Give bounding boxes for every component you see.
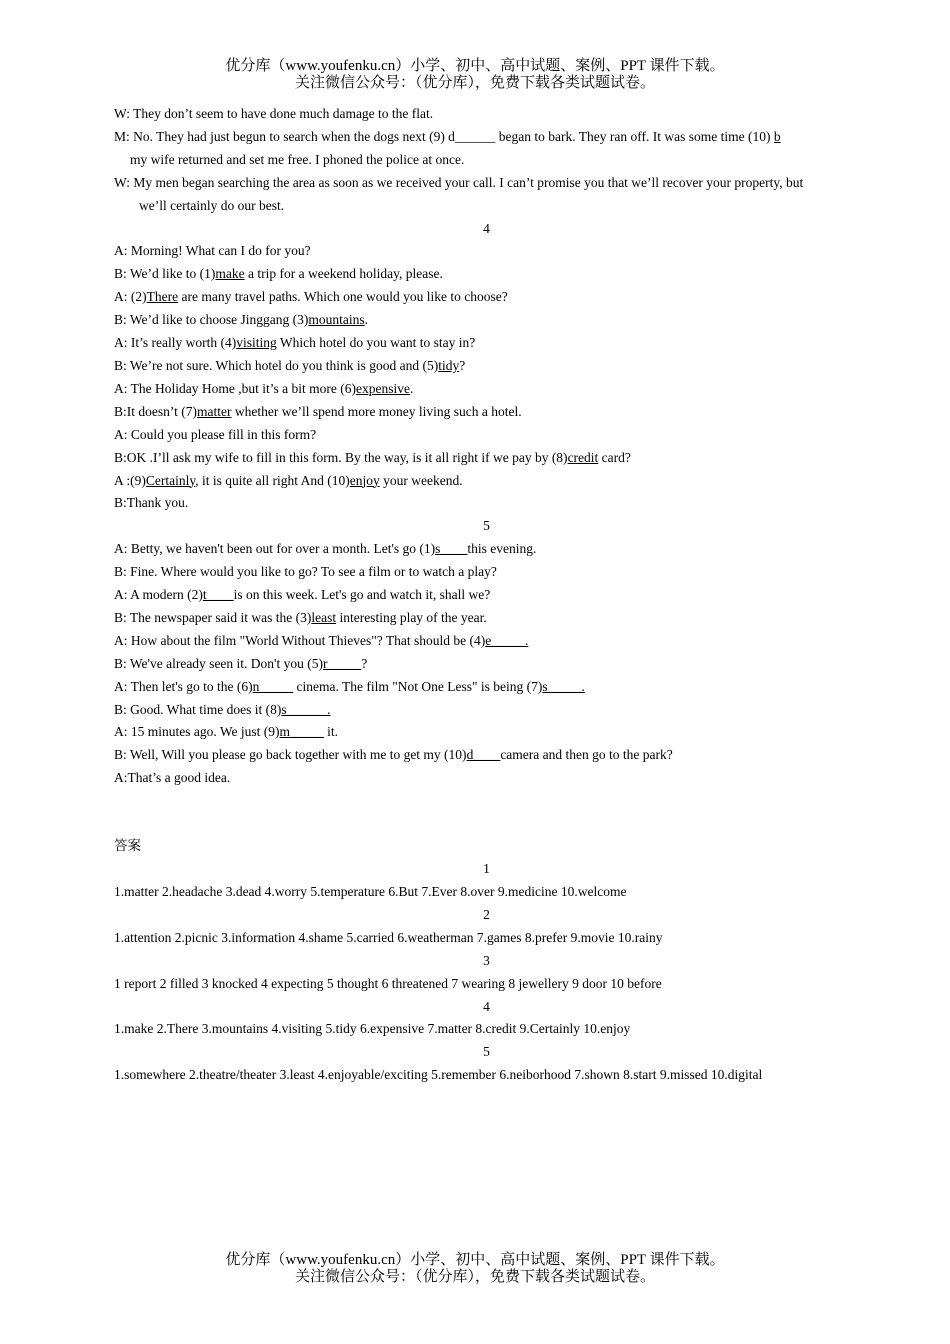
dialogue-text: whether we’ll spend more money living such a hotel. bbox=[231, 403, 522, 419]
answer-key-line: 1.attention 2.picnic 3.information 4.shame 5.carried 6.weatherman 7.games 8.prefer 9.movie 10.rainy bbox=[114, 929, 663, 945]
dialogue-line bbox=[114, 699, 859, 722]
answer-key-line: 1.matter 2.headache 3.dead 4.worry 5.temperature 6.But 7.Ever 8.over 9.medicine 10.welcome bbox=[114, 884, 627, 899]
dialogue-text: are many travel paths. Which one would you like to choose? bbox=[178, 289, 508, 305]
blank-answer: enjoy bbox=[349, 472, 380, 488]
blank-answer: matter bbox=[197, 403, 232, 419]
dialogue-text: B: The newspaper said it was the (3) bbox=[114, 609, 312, 625]
dialogue-line bbox=[114, 424, 859, 447]
blank-answer: s_____. bbox=[542, 678, 585, 694]
blank-answer: e_____. bbox=[485, 632, 529, 648]
dialogue-line bbox=[114, 561, 859, 584]
header-line-1: 优分库（www.youfenku.cn）小学、初中、高中试题、案例、PPT 课件下载。 bbox=[225, 58, 725, 74]
dialogue-text: B:It doesn’t (7) bbox=[114, 403, 197, 419]
answer-key-line: 1.make 2.There 3.mountains 4.visiting 5.tidy 6.expensive 7.matter 8.credit 9.Certainly 10.enjoy bbox=[114, 1021, 631, 1037]
blank-answer: m_____ bbox=[279, 724, 324, 740]
footer-line-1: 优分库（www.youfenku.cn）小学、初中、高中试题、案例、PPT 课件下载。 bbox=[225, 1252, 725, 1268]
dialogue-text: B: We’d like to choose Jinggang (3) bbox=[114, 312, 309, 328]
dialogue-line bbox=[114, 355, 859, 378]
dialogue-line bbox=[114, 676, 859, 699]
dialogue-line bbox=[114, 492, 859, 515]
dialogue-line bbox=[114, 263, 859, 286]
answer-section-number: 1 bbox=[483, 861, 490, 877]
blank-answer: s______. bbox=[281, 701, 331, 717]
dialogue-text: a trip for a weekend holiday, please. bbox=[244, 266, 443, 282]
dialogue-text: A: (2) bbox=[114, 289, 147, 305]
dialogue-text: A: The Holiday Home ,but it’s a bit more (6) bbox=[114, 380, 356, 396]
dialogue-text: B: Good. What time does it (8) bbox=[114, 701, 282, 717]
dialogue-text: B: We've already seen it. Don't you (5) bbox=[114, 655, 323, 671]
answers-title: 答案 bbox=[114, 838, 141, 854]
dialogue-text: A: How about the film "World Without Thieves"? That should be (4) bbox=[114, 632, 486, 648]
document-body bbox=[114, 103, 859, 1087]
dialogue-3-tail bbox=[114, 103, 859, 218]
dialogue-text: cinema. The film "Not One Less" is being (7) bbox=[293, 678, 543, 694]
dialogue-text: A:That’s a good idea. bbox=[114, 770, 231, 786]
section-number: 4 bbox=[483, 220, 490, 236]
dialogue-4-lines bbox=[114, 240, 859, 515]
answer-list bbox=[114, 858, 859, 1087]
dialogue-line bbox=[114, 447, 859, 470]
dialogue-line bbox=[114, 286, 859, 309]
dialogue-line bbox=[114, 767, 859, 790]
answer-key-line: 1.somewhere 2.theatre/theater 3.least 4.enjoyable/exciting 5.remember 6.neiborhood 7.shown 8.start 9.missed 10.digital bbox=[114, 1067, 763, 1083]
answers-section bbox=[114, 835, 859, 1087]
dialogue-line bbox=[114, 607, 859, 630]
dialogue-5 bbox=[114, 515, 859, 790]
dialogue-text: A: It’s really worth (4) bbox=[114, 335, 237, 351]
blank-answer: There bbox=[146, 289, 179, 305]
dialogue-text: B: Well, Will you please go back together with me to get my (10) bbox=[114, 747, 467, 763]
dialogue-text: it. bbox=[323, 724, 339, 740]
answer-section-number: 4 bbox=[483, 998, 490, 1014]
dialogue-text: B:OK .I’ll ask my wife to fill in this form. By the way, is it all right if we pay by (8) bbox=[114, 449, 568, 465]
header-line-2: 关注微信公众号：（优分库），免费下载各类试题试卷。 bbox=[294, 75, 655, 91]
dialogue-4 bbox=[114, 218, 859, 516]
dialogue-text: B: We’re not sure. Which hotel do you think is good and (5) bbox=[114, 357, 439, 373]
dialogue-line bbox=[114, 584, 859, 607]
blank-answer: tidy bbox=[438, 357, 460, 373]
answer-section-number: 2 bbox=[483, 906, 490, 922]
dialogue-line bbox=[114, 240, 859, 263]
answer-key-line: 1 report 2 filled 3 knocked 4 expecting 5 thought 6 threatened 7 wearing 8 jewellery 9 door 10 before bbox=[114, 975, 662, 991]
dialogue-text: A: Could you please fill in this form? bbox=[114, 426, 317, 442]
page-footer bbox=[0, 1252, 950, 1286]
dialogue-text: A: Betty, we haven't been out for over a month. Let's go (1) bbox=[114, 541, 436, 557]
dialogue-text: ? bbox=[361, 655, 368, 671]
dialogue-text: this evening. bbox=[467, 541, 537, 557]
dialogue-text: Which hotel do you want to stay in? bbox=[276, 335, 476, 351]
dialogue-text: A: Morning! What can I do for you? bbox=[114, 243, 311, 259]
section-number: 5 bbox=[483, 518, 490, 534]
blank-answer: d____ bbox=[466, 747, 501, 763]
blank-answer: Certainly bbox=[145, 472, 196, 488]
dialogue-line bbox=[114, 309, 859, 332]
dialogue-line-continued: my wife returned and set me free. I phoned the police at once. bbox=[130, 151, 465, 167]
dialogue-line bbox=[114, 470, 859, 493]
dialogue-line bbox=[114, 332, 859, 355]
blank-answer: credit bbox=[567, 449, 599, 465]
blank-answer: visiting bbox=[236, 335, 277, 351]
blank-answer: b bbox=[773, 128, 781, 144]
dialogue-text: card? bbox=[598, 449, 631, 465]
dialogue-text: A: Then let's go to the (6) bbox=[114, 678, 253, 694]
dialogue-text: . bbox=[364, 312, 369, 328]
dialogue-text: B: Fine. Where would you like to go? To see a film or to watch a play? bbox=[114, 564, 497, 580]
blank-answer: s____ bbox=[435, 541, 468, 557]
dialogue-5-lines bbox=[114, 538, 859, 790]
page-header bbox=[0, 58, 950, 92]
blank-answer: t____ bbox=[202, 587, 234, 603]
dialogue-line: W: They don’t seem to have done much damage to the flat. bbox=[114, 106, 434, 121]
dialogue-text: your weekend. bbox=[379, 472, 463, 488]
dialogue-line: M: No. They had just begun to search when the dogs next (9) d______ began to bark. They ran off. It was some time (10) b bbox=[114, 128, 781, 144]
dialogue-text: A: A modern (2) bbox=[114, 587, 203, 603]
dialogue-line bbox=[114, 653, 859, 676]
dialogue-text: B: We’d like to (1) bbox=[114, 266, 216, 282]
dialogue-line bbox=[114, 538, 859, 561]
dialogue-line bbox=[114, 401, 859, 424]
dialogue-line bbox=[114, 630, 859, 653]
dialogue-text: A: 15 minutes ago. We just (9) bbox=[114, 724, 280, 740]
blank-answer: mountains bbox=[308, 312, 365, 328]
blank-answer: least bbox=[311, 609, 337, 625]
dialogue-line-continued: we’ll certainly do our best. bbox=[139, 197, 285, 213]
dialogue-text: . bbox=[409, 380, 414, 396]
dialogue-text: is on this week. Let's go and watch it, shall we? bbox=[233, 587, 491, 603]
dialogue-text: A :(9) bbox=[114, 472, 146, 488]
dialogue-text: interesting play of the year. bbox=[336, 609, 487, 625]
answer-section-number: 3 bbox=[483, 952, 490, 968]
dialogue-line bbox=[114, 378, 859, 401]
dialogue-text: , it is quite all right And (10) bbox=[195, 472, 350, 488]
dialogue-text: B:Thank you. bbox=[114, 495, 189, 511]
footer-line-2: 关注微信公众号：（优分库），免费下载各类试题试卷。 bbox=[294, 1269, 655, 1285]
spacer bbox=[114, 790, 859, 835]
blank-answer: make bbox=[215, 266, 245, 282]
dialogue-text: camera and then go to the park? bbox=[500, 747, 673, 763]
blank-answer: n_____ bbox=[252, 678, 294, 694]
dialogue-line bbox=[114, 744, 859, 767]
dialogue-line bbox=[114, 721, 859, 744]
answer-section-number: 5 bbox=[483, 1044, 490, 1060]
blank-answer: expensive bbox=[355, 380, 410, 396]
dialogue-text: ? bbox=[459, 357, 466, 373]
blank-answer: r_____ bbox=[322, 655, 362, 671]
dialogue-line: W: My men began searching the area as soon as we received your call. I can’t promise you that we’ll recover your property, but bbox=[114, 174, 804, 190]
